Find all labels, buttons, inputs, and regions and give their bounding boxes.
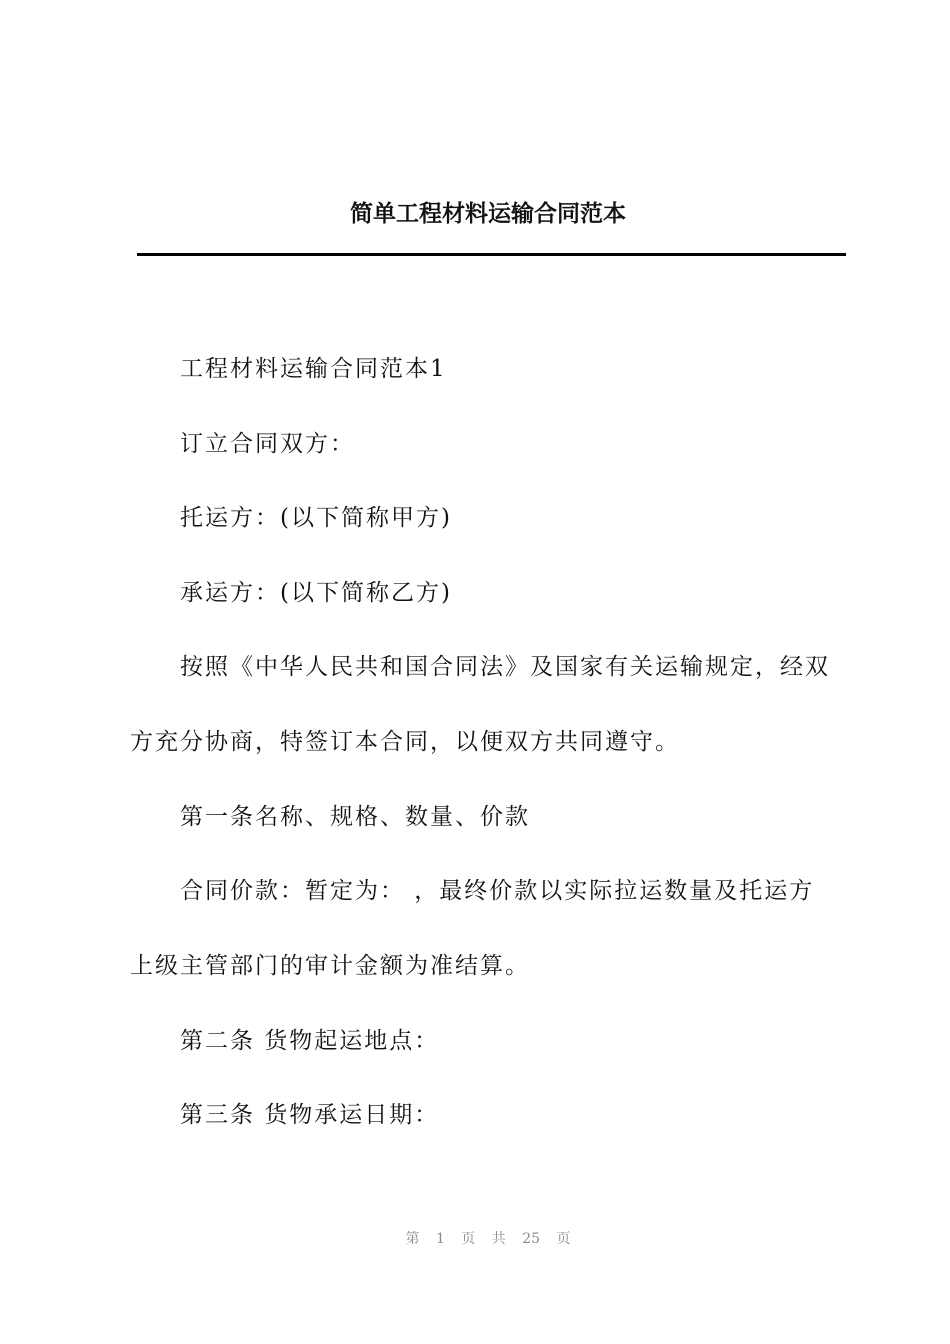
paragraph-parties: 订立合同双方： [180,431,355,457]
document-title: 简单工程材料运输合同范本 [350,200,626,227]
title-rule [137,253,846,256]
paragraph-article-2: 第二条 货物起运地点： [180,1028,440,1054]
paragraph-carrier: 承运方：(以下简称乙方) [180,580,452,606]
paragraph-article-1: 第一条名称、规格、数量、价款 [180,804,530,830]
paragraph-article-3: 第三条 货物承运日期： [180,1102,440,1128]
paragraph-section-heading: 工程材料运输合同范本1 [180,356,447,382]
paragraph-price-line1: 合同价款：暂定为： ，最终价款以实际拉运数量及托运方 [180,878,815,904]
paragraph-basis-line2: 方充分协商，特签订本合同，以便双方共同遵守。 [130,729,680,755]
page-footer: 第 1 页 共 25 页 [405,1231,571,1247]
paragraph-shipper: 托运方：(以下简称甲方) [180,505,452,531]
paragraph-basis-line1: 按照《中华人民共和国合同法》及国家有关运输规定，经双 [180,654,830,680]
paragraph-price-line2: 上级主管部门的审计金额为准结算。 [130,953,530,979]
